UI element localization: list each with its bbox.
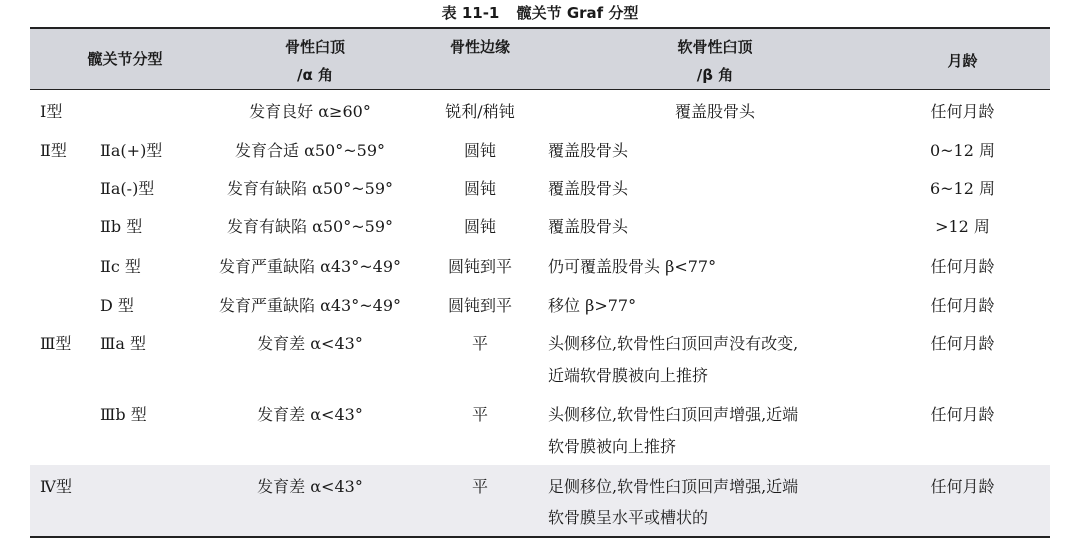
cell-cart-roof-line1: 足侧移位,软骨性臼顶回声增强,近端 (548, 477, 799, 496)
cell-bony-edge: 锐利/稍钝 (445, 102, 515, 121)
cell-bony-edge: 平 (471, 334, 488, 353)
cell-cart-roof: 覆盖股骨头 (548, 179, 629, 198)
cell-cart-roof: 移位 β>77° (548, 296, 637, 315)
cell-cart-roof-line2: 软骨膜被向上推挤 (548, 437, 677, 456)
cell-bony-edge: 平 (471, 405, 488, 424)
cell-cart-roof-line2: 软骨膜呈水平或槽状的 (548, 508, 709, 527)
bottom-rule (30, 536, 1050, 538)
top-rule (30, 27, 1050, 29)
cell-bony-roof: 发育严重缺陷 α43°~49° (218, 296, 402, 315)
cell-cart-roof-line2: 近端软骨膜被向上推挤 (548, 366, 709, 385)
cell-age: 任何月龄 (930, 257, 995, 276)
header-cart-roof-line1: 软骨性臼顶 (677, 38, 753, 56)
cell-cart-roof-line1: 头侧移位,软骨性臼顶回声增强,近端 (548, 405, 799, 424)
cell-cart-roof: 覆盖股骨头 (548, 141, 629, 160)
cell-bony-roof: 发育差 α<43° (257, 405, 363, 424)
cell-bony-roof: 发育严重缺陷 α43°~49° (218, 257, 402, 276)
cell-bony-roof: 发育有缺陷 α50°~59° (226, 217, 394, 236)
cell-cart-roof: 覆盖股骨头 (548, 217, 629, 236)
cell-type: Ⅲ型 (40, 334, 72, 353)
cell-age: 0~12 周 (929, 141, 996, 160)
header-bony-roof (230, 33, 400, 89)
header-bony-edge: 骨性边缘 (449, 38, 510, 56)
type-iv-row-shade (30, 465, 1050, 536)
cell-age: 任何月龄 (930, 477, 995, 496)
cell-type: Ⅳ型 (40, 477, 72, 496)
cell-subtype: Ⅲa 型 (100, 334, 147, 353)
cell-type: Ⅱ型 (40, 141, 67, 160)
cell-age: 任何月龄 (930, 334, 995, 353)
cell-cart-roof: 覆盖股骨头 (674, 102, 755, 121)
cell-subtype: Ⅱb 型 (100, 217, 143, 236)
header-bony-roof-line1: 骨性臼顶 (284, 38, 345, 56)
header-age: 月龄 (947, 52, 978, 70)
cell-subtype: Ⅱc 型 (100, 257, 141, 276)
cell-bony-roof: 发育差 α<43° (257, 477, 363, 496)
cell-bony-roof: 发育合适 α50°~59° (234, 141, 386, 160)
table-caption (0, 2, 1080, 23)
cell-bony-roof: 发育差 α<43° (257, 334, 363, 353)
cell-cart-roof: 仍可覆盖股骨头 β<77° (548, 257, 717, 276)
cell-bony-edge: 圆钝 (463, 217, 496, 236)
cell-age: 任何月龄 (930, 102, 995, 121)
header-cart-roof (600, 33, 830, 89)
cell-bony-edge: 圆钝到平 (447, 296, 512, 315)
cell-bony-edge: 平 (471, 477, 488, 496)
cell-cart-roof-line1: 头侧移位,软骨性臼顶回声没有改变, (548, 334, 799, 353)
cell-age: 6~12 周 (929, 179, 996, 198)
cell-subtype: Ⅲb 型 (100, 405, 147, 424)
header-rule (30, 89, 1050, 90)
table-title: 髋关节 Graf 分型 (516, 4, 639, 22)
header-cart-roof-line2: /β 角 (696, 66, 734, 84)
table-number: 表 11-1 (441, 4, 500, 22)
cell-age: 任何月龄 (930, 296, 995, 315)
header-bony-roof-line2: /α 角 (296, 66, 333, 84)
cell-age: >12 周 (935, 217, 990, 236)
cell-bony-edge: 圆钝 (463, 179, 496, 198)
cell-bony-roof: 发育良好 α≥60° (249, 102, 371, 121)
cell-bony-roof: 发育有缺陷 α50°~59° (226, 179, 394, 198)
cell-subtype: D 型 (100, 296, 134, 315)
cell-subtype: Ⅱa(+)型 (100, 141, 163, 160)
cell-age: 任何月龄 (930, 405, 995, 424)
cell-type: Ⅰ型 (40, 102, 63, 121)
header-type: 髋关节分型 (87, 50, 163, 68)
cell-bony-edge: 圆钝 (463, 141, 496, 160)
cell-subtype: Ⅱa(-)型 (100, 179, 155, 198)
cell-bony-edge: 圆钝到平 (447, 257, 512, 276)
